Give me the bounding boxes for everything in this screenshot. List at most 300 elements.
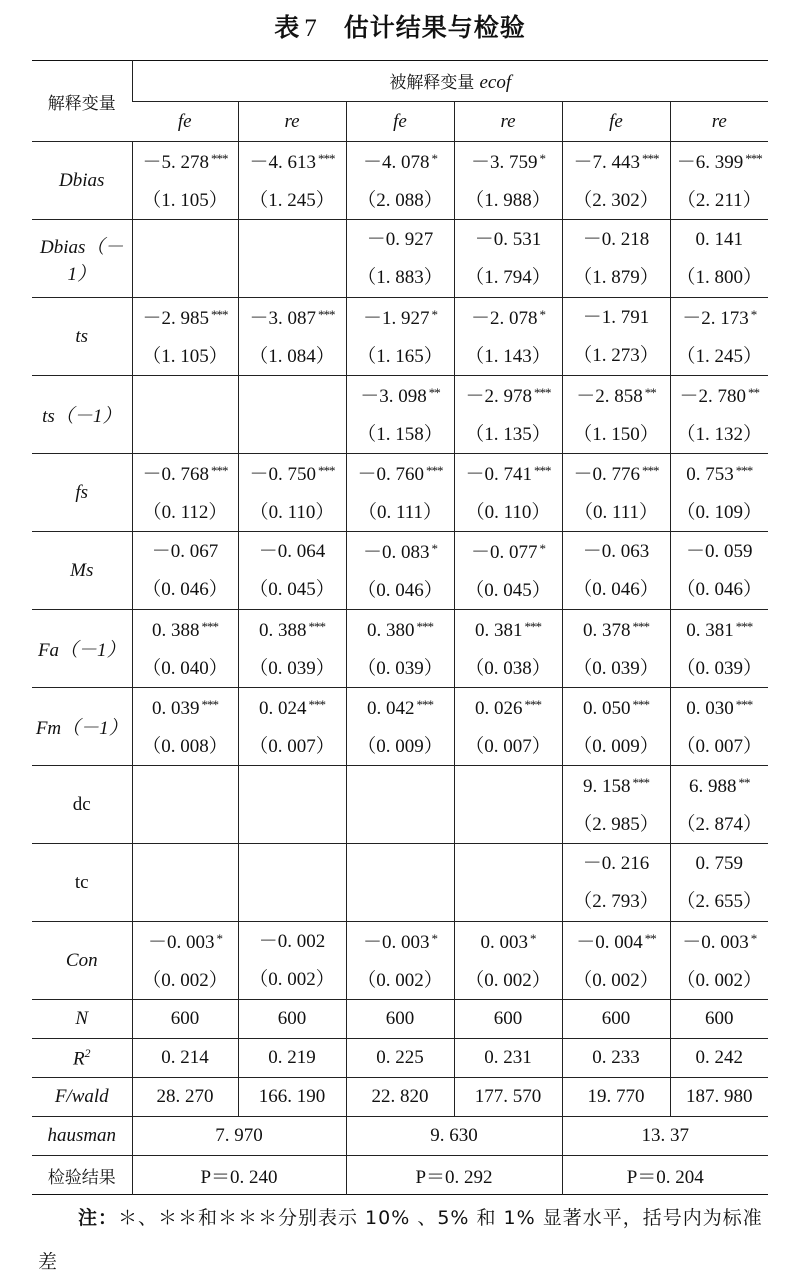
- estimation-table: [32, 60, 768, 1195]
- significance-stars: ***: [308, 618, 325, 634]
- standard-error: （1. 883）: [357, 267, 443, 288]
- column-header: fe: [346, 102, 454, 142]
- coefficient: [239, 932, 346, 951]
- table-row: [32, 1117, 768, 1156]
- significance-stars: *: [539, 306, 545, 322]
- coefficient-value: 0. 381: [686, 619, 734, 641]
- significance-stars: ***: [735, 618, 753, 634]
- variable-label: Dbias: [59, 169, 105, 191]
- coefficient: [347, 620, 454, 640]
- column-header: fe: [562, 102, 670, 142]
- coefficient-value: －2. 780: [679, 385, 746, 407]
- coefficient-value: －0. 064: [258, 541, 326, 562]
- coefficient: [455, 230, 562, 249]
- coefficient-value: －0. 927: [366, 229, 434, 250]
- coefficient-value: －2. 858: [576, 385, 643, 407]
- coefficient: [239, 620, 346, 640]
- table-cell: [238, 688, 346, 766]
- column-header: re: [238, 102, 346, 142]
- variable-label: Fa（－1）: [37, 640, 126, 661]
- significance-stars: **: [644, 930, 656, 946]
- variable-label: ts（－1）: [42, 406, 122, 427]
- coefficient-value: －3. 087: [249, 307, 316, 329]
- table-cell: [454, 922, 562, 1000]
- coefficient: [563, 152, 670, 172]
- coefficient: [347, 230, 454, 249]
- table-cell: [238, 142, 346, 220]
- standard-error: （0. 112）: [142, 501, 228, 523]
- table-note: [38, 1196, 770, 1284]
- coefficient-value: 0. 388: [152, 619, 200, 641]
- standard-error: （0. 002）: [676, 969, 762, 991]
- standard-error: （1. 150）: [573, 423, 659, 445]
- dependent-variable-prefix: 被解释变量: [389, 73, 475, 93]
- table-row: [32, 532, 768, 610]
- coefficient-value: －0. 063: [582, 541, 650, 562]
- significance-stars: ***: [632, 618, 649, 634]
- coefficient-value: 0. 042: [367, 697, 415, 719]
- coefficient: [671, 152, 769, 172]
- dependent-variable-name: ecof: [479, 72, 512, 93]
- coefficient: [671, 542, 769, 561]
- coefficient-value: －0. 531: [474, 229, 542, 250]
- table-row: [32, 220, 768, 298]
- table-cell: [346, 688, 454, 766]
- stat-value: 19. 770: [587, 1086, 645, 1107]
- coefficient-value: －2. 173: [682, 307, 749, 329]
- dependent-variable-header: [132, 61, 768, 102]
- significance-stars: **: [644, 384, 656, 400]
- coefficient-value: －1. 791: [582, 307, 650, 328]
- standard-error: （0. 007）: [676, 735, 762, 757]
- table-row: [32, 298, 768, 376]
- coefficient-value: 0. 381: [475, 619, 523, 641]
- coefficient-value: －1. 927: [362, 307, 430, 329]
- coefficient-value: －4. 613: [249, 151, 316, 173]
- coefficient-value: －0. 216: [582, 853, 650, 874]
- standard-error: （1. 084）: [249, 345, 335, 367]
- coefficient: [563, 698, 670, 718]
- coefficient-value: 0. 388: [259, 619, 307, 641]
- table-cell: [454, 454, 562, 532]
- significance-stars: ***: [632, 696, 649, 712]
- coefficient: [671, 308, 769, 328]
- coefficient-value: －0. 003: [147, 931, 215, 953]
- coefficient-value: 0. 050: [583, 697, 631, 719]
- coefficient: [455, 698, 562, 718]
- significance-stars: ***: [735, 696, 753, 712]
- table-title-number: 7: [304, 15, 318, 42]
- significance-stars: **: [748, 384, 759, 400]
- coefficient: [671, 464, 769, 484]
- table-cell: [562, 376, 670, 454]
- standard-error: （1. 105）: [142, 189, 228, 211]
- stat-value: P＝0. 240: [200, 1166, 278, 1188]
- standard-error: （1. 988）: [465, 189, 551, 211]
- coefficient: [671, 230, 769, 249]
- stat-label: hausman: [47, 1125, 117, 1146]
- coefficient: [563, 776, 670, 796]
- table-cell: [562, 220, 670, 298]
- coefficient-value: 6. 988: [689, 775, 737, 797]
- coefficient: [455, 152, 562, 172]
- coefficient-value: －5. 278: [142, 151, 209, 173]
- significance-stars: ***: [632, 774, 649, 790]
- table-cell: [238, 766, 346, 844]
- coefficient-value: －0. 218: [582, 229, 650, 250]
- significance-stars: ***: [524, 696, 541, 712]
- table-cell: [562, 922, 670, 1000]
- table-cell: [346, 454, 454, 532]
- standard-error: （2. 655）: [676, 891, 762, 912]
- coefficient: [133, 542, 238, 561]
- table-title: [0, 8, 800, 44]
- table-cell: [132, 298, 238, 376]
- coefficient: [563, 620, 670, 640]
- standard-error: （0. 111）: [357, 501, 443, 523]
- coefficient: [133, 932, 238, 952]
- coefficient-value: －0. 776: [573, 463, 640, 485]
- coefficient-value: －2. 978: [465, 385, 532, 407]
- standard-error: （0. 009）: [573, 735, 659, 757]
- stat-value: P＝0. 204: [626, 1166, 704, 1188]
- stat-value: 0. 231: [484, 1047, 532, 1068]
- significance-stars: ***: [534, 462, 551, 478]
- standard-error: （1. 105）: [142, 345, 228, 367]
- table-row: [32, 1039, 768, 1078]
- table-cell: [454, 532, 562, 610]
- coefficient: [563, 230, 670, 249]
- standard-error: （0. 039）: [676, 657, 762, 679]
- standard-error: （0. 046）: [142, 579, 228, 600]
- stat-value: 177. 570: [474, 1086, 542, 1107]
- stat-value: 600: [277, 1008, 307, 1029]
- coefficient: [671, 854, 769, 873]
- coefficient-value: 0. 380: [367, 619, 415, 641]
- stat-value: 600: [385, 1008, 415, 1029]
- significance-stars: ***: [642, 150, 659, 166]
- coefficient-value: －0. 003: [682, 931, 749, 953]
- table-cell: [346, 220, 454, 298]
- standard-error: （2. 985）: [573, 813, 659, 835]
- standard-error: （0. 039）: [573, 657, 659, 679]
- variable-label: dc: [72, 793, 91, 815]
- standard-error: （0. 009）: [357, 735, 443, 757]
- significance-stars: *: [750, 306, 757, 322]
- coefficient: [671, 620, 769, 640]
- standard-error: （0. 040）: [142, 657, 228, 679]
- standard-error: （0. 046）: [357, 579, 443, 601]
- table-cell: [670, 610, 768, 688]
- table-cell: [132, 532, 238, 610]
- coefficient: [671, 776, 769, 796]
- standard-error: （0. 002）: [142, 969, 228, 991]
- coefficient: [455, 464, 562, 484]
- significance-stars: *: [216, 930, 222, 946]
- stat-value: 187. 980: [686, 1086, 753, 1107]
- table-row: [32, 688, 768, 766]
- stat-value: 9. 630: [430, 1125, 478, 1146]
- table-cell: [454, 688, 562, 766]
- coefficient: [563, 464, 670, 484]
- coefficient-value: 0. 003: [480, 931, 528, 953]
- stat-value: 0. 225: [376, 1047, 424, 1068]
- coefficient: [563, 386, 670, 406]
- table-cell: [454, 376, 562, 454]
- standard-error: （0. 002）: [249, 969, 335, 990]
- significance-stars: *: [530, 930, 536, 946]
- variable-label: Con: [65, 949, 98, 971]
- table-cell: [454, 766, 562, 844]
- table-cell: [562, 766, 670, 844]
- table-cell: [562, 142, 670, 220]
- table-cell: [132, 142, 238, 220]
- coefficient: [133, 620, 238, 640]
- table-cell: [670, 454, 768, 532]
- coefficient-value: －0. 004: [576, 931, 643, 953]
- table-cell: [132, 688, 238, 766]
- standard-error: （0. 110）: [465, 501, 551, 523]
- table-cell: [670, 844, 768, 922]
- table-cell: [346, 532, 454, 610]
- coefficient: [239, 464, 346, 484]
- significance-stars: **: [428, 384, 440, 400]
- coefficient-value: －0. 059: [685, 541, 753, 562]
- table-cell: [670, 220, 768, 298]
- table-row: [32, 610, 768, 688]
- stat-value: P＝0. 292: [415, 1166, 493, 1188]
- coefficient: [239, 308, 346, 328]
- standard-error: （0. 045）: [465, 579, 551, 601]
- table-cell: [238, 922, 346, 1000]
- standard-error: （1. 245）: [676, 345, 762, 367]
- standard-error: （0. 002）: [465, 969, 551, 991]
- standard-error: （0. 111）: [573, 501, 659, 523]
- table-cell: [562, 532, 670, 610]
- significance-stars: ***: [211, 462, 228, 478]
- variable-label: fs: [75, 481, 89, 503]
- table-cell: [562, 610, 670, 688]
- coefficient-value: 0. 378: [583, 619, 631, 641]
- variable-label: Fm（－1）: [35, 718, 128, 739]
- coefficient-value: －6. 399: [676, 151, 744, 173]
- standard-error: （1. 132）: [676, 423, 762, 445]
- coefficient-value: 0. 141: [695, 229, 743, 250]
- table-cell: [238, 376, 346, 454]
- coefficient: [563, 308, 670, 327]
- stat-value: 600: [170, 1008, 200, 1029]
- table-cell: [562, 844, 670, 922]
- standard-error: （2. 874）: [676, 813, 762, 835]
- coefficient-value: 0. 030: [686, 697, 734, 719]
- coefficient-value: －7. 443: [573, 151, 640, 173]
- coefficient: [133, 308, 238, 328]
- coefficient-value: －0. 760: [357, 463, 424, 485]
- stat-value: 0. 233: [592, 1047, 640, 1068]
- significance-stars: *: [431, 540, 437, 556]
- table-cell: [132, 922, 238, 1000]
- significance-stars: ***: [524, 618, 541, 634]
- significance-stars: ***: [308, 696, 325, 712]
- coefficient-value: 0. 026: [475, 697, 523, 719]
- coefficient: [455, 386, 562, 406]
- standard-error: （1. 245）: [249, 189, 335, 211]
- significance-stars: ***: [642, 462, 659, 478]
- standard-error: （2. 302）: [573, 189, 659, 211]
- table-cell: [132, 454, 238, 532]
- table-cell: [346, 298, 454, 376]
- coefficient-value: －0. 002: [258, 931, 326, 952]
- significance-stars: ***: [416, 696, 433, 712]
- standard-error: （2. 088）: [357, 189, 443, 211]
- coefficient: [455, 308, 562, 328]
- table-cell: [238, 532, 346, 610]
- coefficient: [347, 152, 454, 172]
- significance-stars: *: [539, 150, 545, 166]
- table-note-text: ＊、＊＊和＊＊＊分别表示 10% 、5% 和 1% 显著水平，括号内为标准差: [38, 1207, 763, 1273]
- coefficient: [563, 854, 670, 873]
- table-cell: [454, 220, 562, 298]
- coefficient: [239, 698, 346, 718]
- standard-error: （1. 879）: [573, 267, 659, 288]
- stat-value: 0. 242: [695, 1047, 743, 1068]
- table-cell: [346, 922, 454, 1000]
- significance-stars: ***: [211, 306, 228, 322]
- coefficient: [671, 386, 769, 406]
- table-cell: [238, 610, 346, 688]
- table-cell: [670, 688, 768, 766]
- stat-label-sup: 2: [84, 1045, 91, 1060]
- significance-stars: *: [539, 540, 545, 556]
- table-cell: [670, 298, 768, 376]
- significance-stars: *: [431, 150, 437, 166]
- table-cell: [670, 376, 768, 454]
- table-cell: [238, 220, 346, 298]
- coefficient-value: －3. 759: [470, 151, 538, 173]
- table-cell: [346, 610, 454, 688]
- table-cell: [132, 376, 238, 454]
- variable-label: Dbias（－1）: [40, 236, 124, 285]
- coefficient: [239, 152, 346, 172]
- variable-label: ts: [75, 325, 89, 347]
- stat-value: 600: [705, 1008, 734, 1029]
- table-row: [32, 142, 768, 220]
- column-header: re: [670, 102, 768, 142]
- table-row: [32, 1156, 768, 1195]
- stat-value: 600: [493, 1008, 523, 1029]
- coefficient-value: －2. 985: [142, 307, 209, 329]
- table-cell: [346, 376, 454, 454]
- coefficient-value: －4. 078: [362, 151, 430, 173]
- standard-error: （0. 110）: [249, 501, 335, 523]
- significance-stars: *: [431, 306, 437, 322]
- standard-error: （1. 273）: [573, 345, 659, 366]
- significance-stars: ***: [745, 150, 762, 166]
- coefficient-value: －0. 750: [249, 463, 316, 485]
- standard-error: （1. 158）: [357, 423, 443, 445]
- table-cell: [132, 610, 238, 688]
- coefficient: [133, 464, 238, 484]
- stat-value: 28. 270: [156, 1086, 214, 1107]
- table-note-label: 注：: [78, 1207, 119, 1229]
- standard-error: （0. 008）: [142, 735, 228, 757]
- table-cell: [238, 298, 346, 376]
- table-cell: [454, 610, 562, 688]
- coefficient-value: 9. 158: [583, 775, 631, 797]
- standard-error: （0. 007）: [249, 735, 335, 757]
- coefficient: [347, 932, 454, 952]
- significance-stars: ***: [735, 462, 753, 478]
- significance-stars: ***: [318, 462, 335, 478]
- table-cell: [454, 142, 562, 220]
- significance-stars: ***: [201, 696, 218, 712]
- standard-error: （2. 211）: [676, 189, 762, 211]
- table-cell: [346, 766, 454, 844]
- standard-error: （0. 046）: [573, 579, 659, 600]
- coefficient-value: 0. 039: [152, 697, 200, 719]
- significance-stars: ***: [416, 618, 433, 634]
- table-cell: [562, 298, 670, 376]
- coefficient: [347, 386, 454, 406]
- coefficient-value: 0. 759: [695, 853, 743, 874]
- coefficient: [347, 698, 454, 718]
- table-cell: [670, 766, 768, 844]
- coefficient-value: －0. 768: [142, 463, 209, 485]
- standard-error: （0. 046）: [676, 579, 762, 600]
- significance-stars: ***: [534, 384, 551, 400]
- table-cell: [132, 844, 238, 922]
- coefficient: [347, 464, 454, 484]
- stat-label-text: R: [72, 1048, 85, 1070]
- table-cell: [132, 220, 238, 298]
- coefficient-value: －2. 078: [470, 307, 538, 329]
- coefficient: [563, 542, 670, 561]
- table-cell: [238, 844, 346, 922]
- table-cell: [454, 844, 562, 922]
- standard-error: （0. 038）: [465, 657, 551, 679]
- significance-stars: ***: [426, 462, 443, 478]
- stat-value: 0. 214: [161, 1047, 209, 1068]
- standard-error: （0. 007）: [465, 735, 551, 757]
- coefficient: [347, 542, 454, 562]
- table-row: [32, 376, 768, 454]
- coefficient: [455, 542, 562, 562]
- significance-stars: ***: [318, 306, 335, 322]
- coefficient-value: －0. 077: [470, 541, 538, 563]
- table-cell: [346, 844, 454, 922]
- coefficient: [671, 698, 769, 718]
- stat-label: F/wald: [54, 1086, 109, 1107]
- coefficient-value: －0. 741: [465, 463, 532, 485]
- standard-error: （0. 109）: [676, 501, 762, 523]
- variable-label: tc: [74, 871, 89, 893]
- table-cell: [562, 454, 670, 532]
- stat-label: [32, 1039, 132, 1078]
- column-header: re: [454, 102, 562, 142]
- coefficient: [671, 932, 769, 952]
- coefficient: [239, 542, 346, 561]
- stat-value: 7. 970: [215, 1125, 263, 1146]
- significance-stars: ***: [201, 618, 218, 634]
- coefficient: [563, 932, 670, 952]
- standard-error: （0. 039）: [249, 657, 335, 679]
- significance-stars: ***: [211, 150, 228, 166]
- coefficient: [347, 308, 454, 328]
- table-title-label: 表: [274, 13, 301, 42]
- standard-error: （0. 002）: [573, 969, 659, 991]
- coefficient-value: 0. 753: [686, 463, 734, 485]
- stat-value: 0. 219: [268, 1047, 316, 1068]
